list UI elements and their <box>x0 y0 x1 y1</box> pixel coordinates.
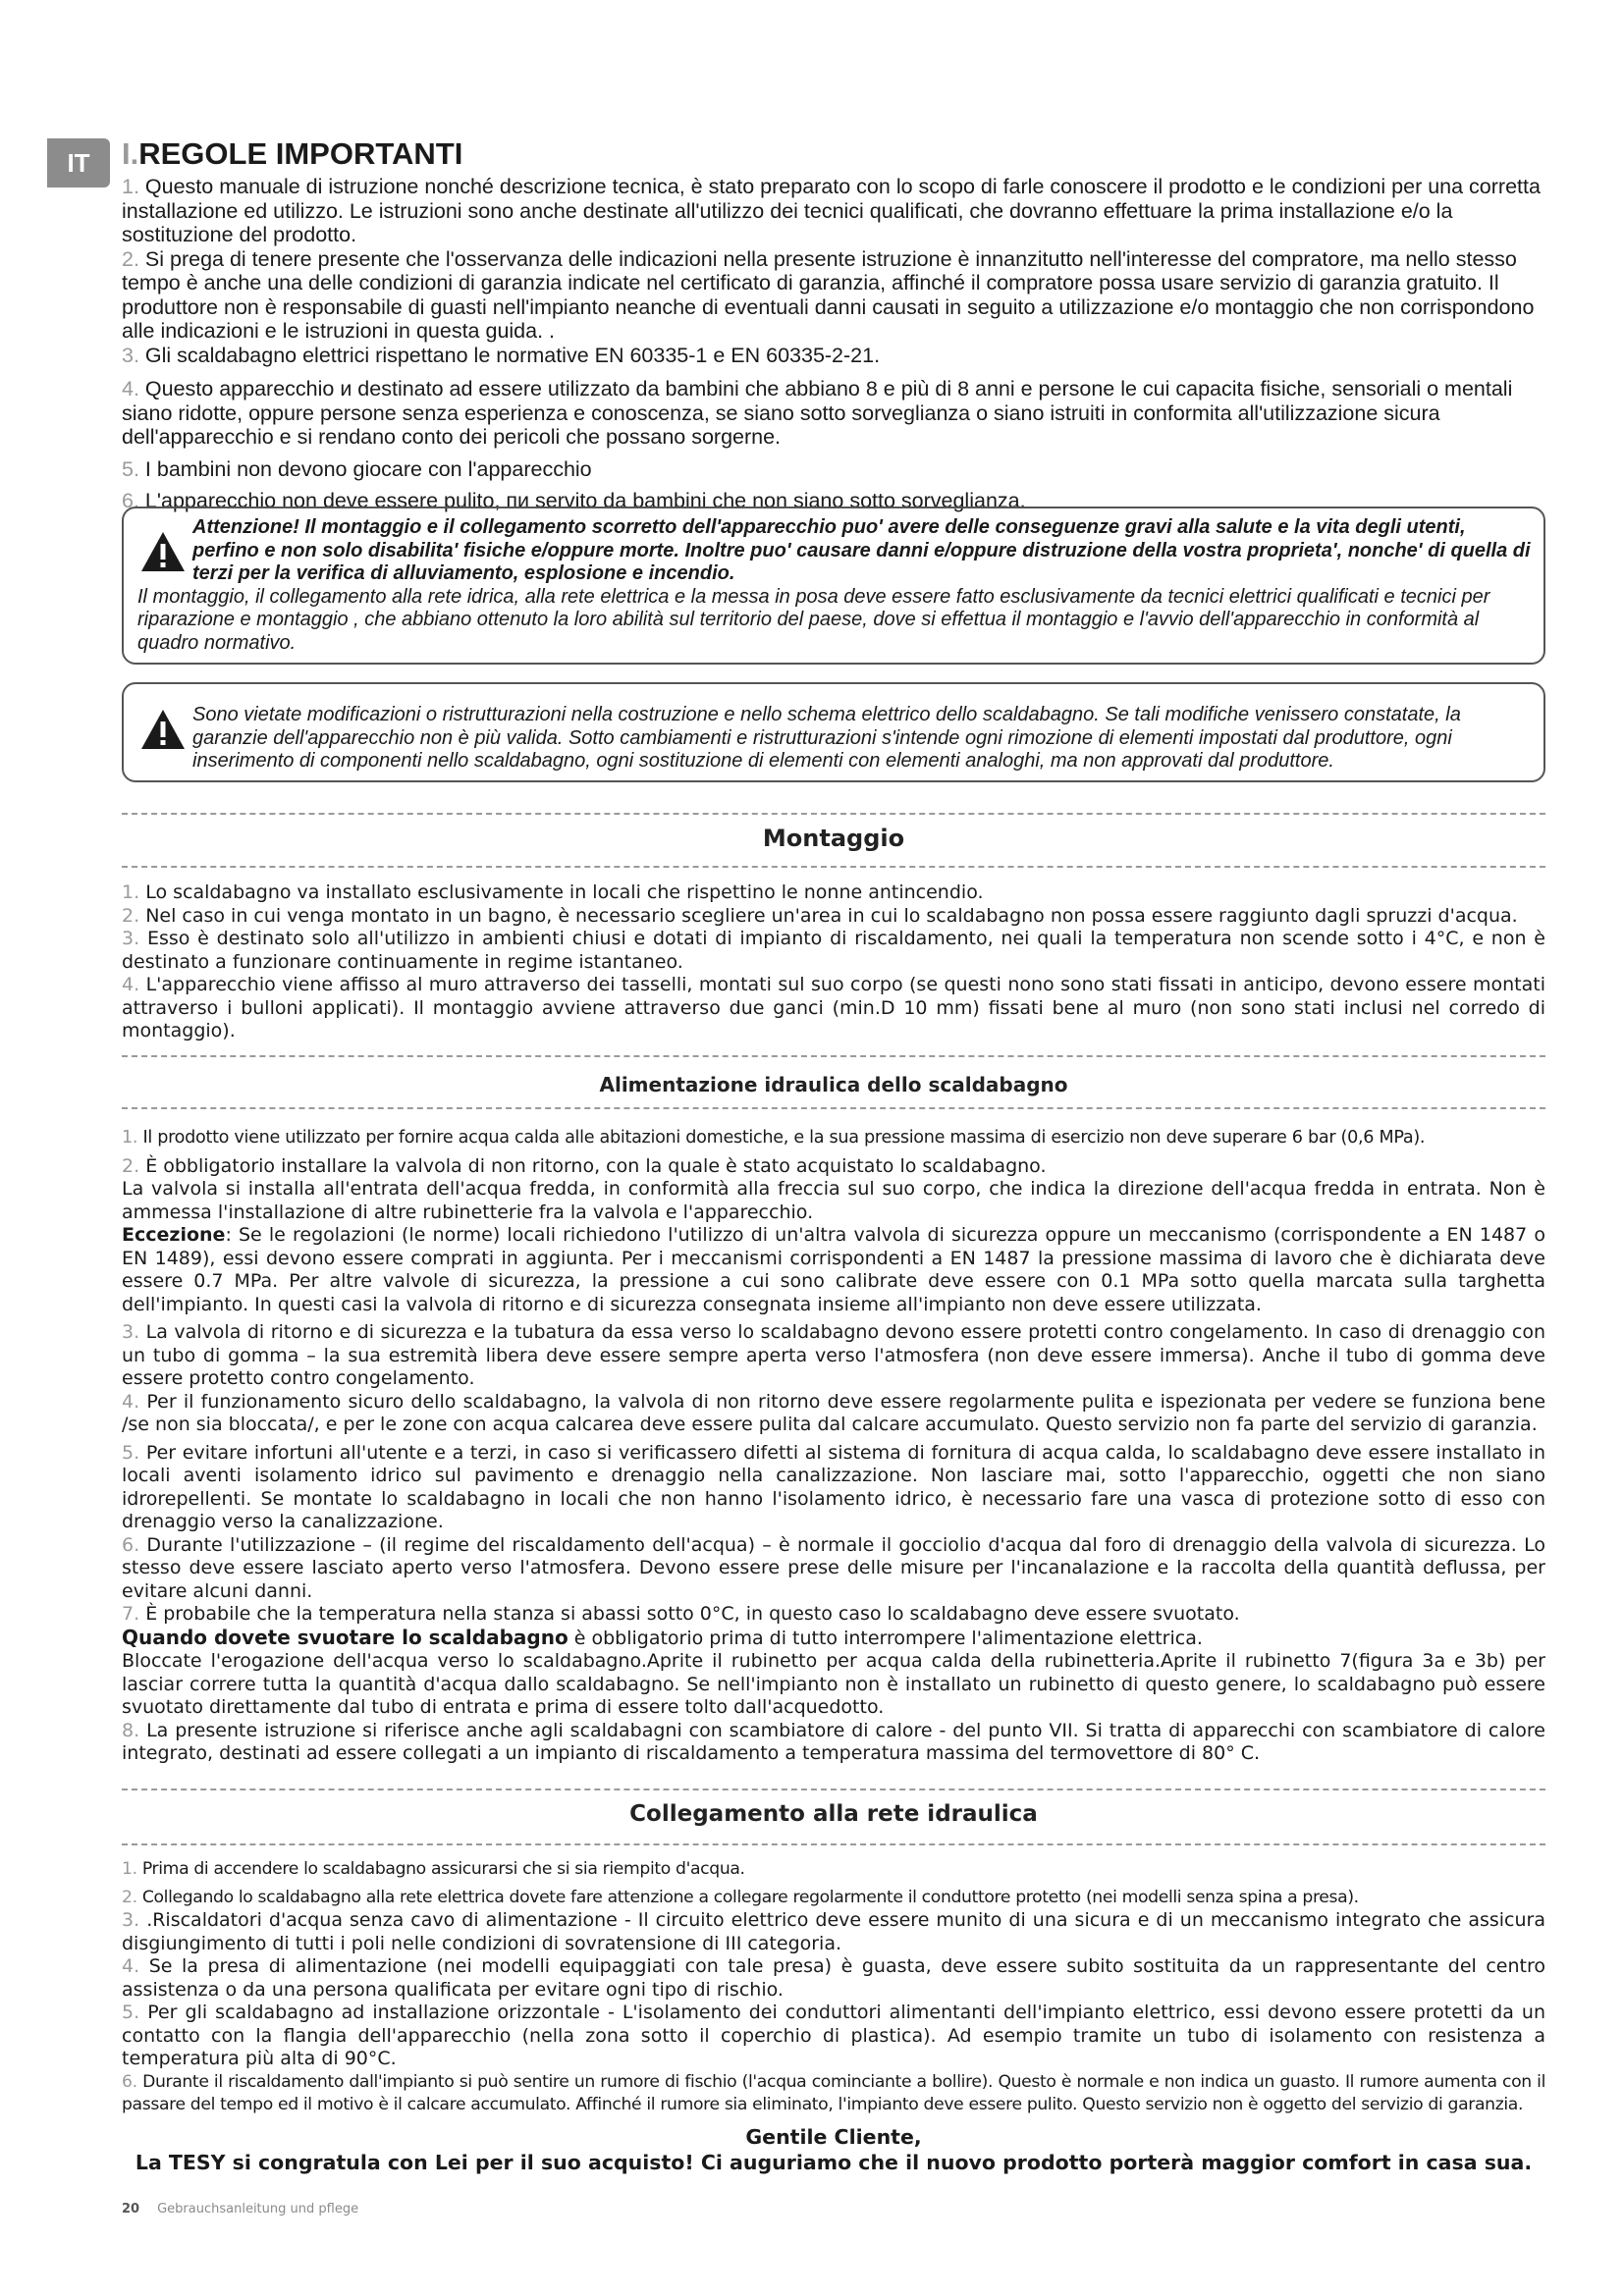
footer-text: Gebrauchsanleitung und pflege <box>157 2202 359 2216</box>
rule-item: 6. L'apparecchio non deve essere pulito, пи servito da bambini che non siano sotto sorveglianza. <box>122 489 1026 512</box>
section-important-rules <box>122 135 1545 518</box>
divider <box>122 1843 1545 1845</box>
collegamento-item: 3. .Riscaldatori d'acqua senza cavo di alimentazione - Il circuito elettrico deve essere munito di una sicura e di un meccanismo integrato che assicura disgiungimento di tutti i poli nelle condizioni di sovratensione di III categoria. <box>122 1909 1545 1954</box>
important-rules-list <box>122 175 1545 513</box>
warning-box-installation <box>122 507 1545 665</box>
alimentazione-item: 2. È obbligatorio installare la valvola di non ritorno, con la quale è stato acquistato lo scaldabagno. <box>122 1154 1047 1177</box>
alimentazione-item-cont: La valvola si installa all'entrata dell'acqua fredda, in conformità alla freccia sul suo corpo, che indica la direzione dell'acqua fredda in entrata. Non è ammessa l'installazione di altre rubinetterie fra la valvola e l'apparecchio. <box>122 1178 1545 1223</box>
montaggio-item: 1. Lo scaldabagno va installato esclusivamente in locali che rispettino le nonne antincendio. <box>122 881 984 903</box>
collegamento-item: 5. Per gli scaldabagno ad installazione orizzontale - L'isolamento dei conduttori alimentanti dell'impianto elettrico, essi devono essere protetti da un contatto con la flangia dell'apparecchio (nella zona sotto il coperchio di plastica). Ad esempio tramite un tubo di isolamento con resistenza a temperatura più alta di 90°C. <box>122 2002 1545 2069</box>
rule-item: 3. Gli scaldabagno elettrici rispettano le normative EN 60335-1 e EN 60335-2-21. <box>122 343 881 367</box>
closing-congratulations: La TESY si congratula con Lei per il suo acquisto! Ci auguriamo che il nuovo prodotto porterà maggior comfort in casa sua. <box>135 2151 1533 2174</box>
divider <box>122 813 1545 815</box>
closing-message <box>122 2124 1545 2175</box>
warning-triangle-icon <box>139 708 187 751</box>
collegamento-item: 1. Prima di accendere lo scaldabagno assicurarsi che si sia riempito d'acqua. <box>122 1859 745 1879</box>
page-number: 20 <box>122 2202 140 2216</box>
montaggio-list <box>122 881 1545 1043</box>
collegamento-item: 2. Collegando lo scaldabagno alla rete elettrica dovete fare attenzione a collegare regolarmente il conduttore protetto (nei modelli senza spina a presa). <box>122 1887 1359 1907</box>
alimentazione-svuotare-cont: Bloccate l'erogazione dell'acqua verso lo scaldabagno.Aprite il rubinetto per acqua calda della rubinetteria.Aprite il rubinetto 7(figura 3a e 3b) per lasciar correre tutta la quantità d'acqua dallo scaldabagno. Se nell'impianto non è installato un rubinetto di questo genere, lo scaldabagno può essere svuotato direttamente dal tubo di entrata e prima di essere tolto dall'acquedotto. <box>122 1650 1545 1718</box>
alimentazione-item: 8. La presente istruzione si riferisce anche agli scaldabagni con scambiatore di calore - del punto VII. Si tratta di apparecchi con scambiatore di calore integrato, destinati ad essere collegati a un impianto di riscaldamento a temperatura massima del termovettore di 80° C. <box>122 1719 1545 1764</box>
warning-bold-text: Attenzione! Il montaggio e il collegamento scorretto dell'apparecchio puo' avere delle conseguenze gravi alla salute e la vita degli utenti, perfino e non solo disabilita' fisiche e/oppure morte. Inoltre puo' causare danni e/oppure distruzione della vostra proprieta', nonche' di quella di terzi per la verifica di alluviamento, esplosione e incendio. <box>192 516 1531 584</box>
alimentazione-item: 7. È probabile che la temperatura nella stanza si abassi sotto 0°C, in questo caso lo scaldabagno deve essere svuotato. <box>122 1603 1240 1625</box>
montaggio-item: 4. L'apparecchio viene affisso al muro attraverso dei tasselli, montati sul suo corpo (se questi nono sono stati fissati in anticipo, devono essere montati attraverso i bulloni applicati). Il montaggio avviene attraverso due ganci (min.D 10 mm) fissati bene al muro (non sono stati inclusi nel corredo di montaggio). <box>122 974 1545 1041</box>
page-footer <box>122 2202 358 2216</box>
closing-greeting: Gentile Cliente, <box>745 2125 922 2149</box>
rule-item: 4. Questo apparecchio и destinato ad essere utilizzato da bambini che abbiano 8 e più di 8 anni e persone le cui capacita fisiche, sensoriali o mentali siano ridotte, oppure persone senza esperienza e conoscenza, se siano sotto sorveglianza o siano istruiti in conformita all'utilizzazione sicura dell'apparecchio e si rendano conto dei pericoli che possano sorgerne. <box>122 377 1513 449</box>
alimentazione-item: 3. La valvola di ritorno e di sicurezza e la tubatura da essa verso lo scaldabagno devono essere protetti contro congelamento. In caso di drenaggio con un tubo di gomma – la sua estremità libera deve essere sempre aperta verso l'atmosfera (non deve essere immersa). Anche il tubo di gomma deve essere protetto contro congelamento. <box>122 1321 1546 1389</box>
alimentazione-item: 6. Durante l'utilizzazione – (il regime del riscaldamento dell'acqua) – è normale il gocciolio d'acqua dal foro di drenaggio della valvola di sicurezza. Lo stesso deve essere lasciato aperto verso l'atmosfera. Devono essere prese delle misure per l'incanalazione e la raccolta della quantità deflussa, per evitare alcuni danni. <box>122 1533 1545 1602</box>
warning-triangle-icon <box>139 530 187 573</box>
alimentazione-item: 5. Per evitare infortuni all'utente e a terzi, in caso si verificassero difetti al sistema di fornitura di acqua calda, lo scaldabagno deve essere installato in locali aventi isolamento idrico sul pavimento e drenaggio nella canalizzazione. Non lasciare mai, sotto l'apparecchio, oggetti che non siano idrorepellenti. Se montate lo scaldabagno in locali che non hanno l'isolamento idrico, è necessario fare una vasca di protezione sotto di esso con drenaggio verso la canalizzazione. <box>122 1441 1545 1532</box>
alimentazione-svuotare: Quando dovete svuotare lo scaldabagno è obbligatorio prima di tutto interrompere l'alimentazione elettrica. <box>122 1625 1203 1649</box>
warning-modifications-text: Sono vietate modificazioni o ristrutturazioni nella costruzione e nello schema elettrico dello scaldabagno. Se tali modifiche venissero constatate, la garanzie dell'apparecchio non è più valida. Sotto cambiamenti e ristrutturazioni s'intende ogni rimozione di elementi impostati dal produttore, ogni inserimento di componenti nello scaldabagno, ogni sostituzione di elementi con elementi analoghi, ma non approvati dal produttore. <box>192 704 1461 772</box>
section-title: I.REGOLE IMPORTANTI <box>122 136 463 171</box>
montaggio-item: 2. Nel caso in cui venga montato in un bagno, è necessario scegliere un'area in cui lo scaldabagno non possa essere raggiunto dagli spruzzi d'acqua. <box>122 904 1518 927</box>
alimentazione-list <box>122 1127 1545 1766</box>
heading-montaggio: Montaggio <box>762 825 905 852</box>
divider <box>122 1107 1545 1109</box>
alimentazione-item: 4. Per il funzionamento sicuro dello scaldabagno, la valvola di non ritorno deve essere regolarmente pulita e ispezionata per vedere se funziona bene /se non sia bloccata/, e per le zone con acqua calcarea deve essere pulita dal calcare accumulato. Questo servizio non fa parte del servizio di garanzia. <box>122 1390 1546 1435</box>
heading-collegamento: Collegamento alla rete idraulica <box>629 1801 1038 1827</box>
divider <box>122 1789 1545 1790</box>
rule-item: 1. Questo manuale di istruzione nonché descrizione tecnica, è stato preparato con lo scopo di farle conoscere il prodotto e le condizioni per una corretta installazione ed utilizzo. Le istruzioni sono anche destinate all'utilizzo dei tecnici qualificati, che dovranno effettuare la prima installazione e/o la sostituzione del prodotto. <box>122 175 1541 246</box>
collegamento-list <box>122 1858 1545 2117</box>
montaggio-item: 3. Esso è destinato solo all'utilizzo in ambienti chiusi e dotati di impianto di riscaldamento, nei quali la temperatura non scende sotto i 4°C, e non è destinato a funzionare continuamente in regime istantaneo. <box>122 928 1545 973</box>
heading-alimentazione: Alimentazione idraulica dello scaldabagno <box>599 1073 1068 1096</box>
alimentazione-eccezione: Eccezione: Se le regolazioni (le norme) locali richiedono l'utilizzo di un'altra valvola di sicurezza oppure un meccanismo (corrispondente a EN 1487 o EN 1489), essi devono essere comprati in aggiunta. Per i meccanismi corrispondenti a EN 1487 la pressione massima di lavoro che è dichiarata deve essere 0.7 MPa. Per altre valvole di sicurezza, la pressione a cui sono calibrate deve essere con 0.1 MPa sotto quella marcata sulla targhetta dell'impianto. In questi casi la valvola di ritorno e di sicurezza consegnata insieme all'impianto non deve essere utilizzata. <box>122 1224 1545 1315</box>
warning-box-modifications <box>122 682 1545 782</box>
divider <box>122 866 1545 868</box>
rule-item: 5. I bambini non devono giocare con l'apparecchio <box>122 456 592 481</box>
collegamento-item: 6. Durante il riscaldamento dall'impianto si può sentire un rumore di fischio (l'acqua cominciante a bollire). Questo è normale e non indica un guasto. Il rumore aumenta con il passare del tempo ed il motivo è il calcare accumulato. Affinché il rumore sia eliminato, l'impianto deve essere pulito. Questo servizio non è oggetto del servizio di garanzia. <box>122 2071 1545 2114</box>
divider <box>122 1055 1545 1057</box>
alimentazione-item: 1. Il prodotto viene utilizzato per fornire acqua calda alle abitazioni domestiche, e la sua pressione massima di esercizio non deve superare 6 bar (0,6 MPa). <box>122 1128 1426 1148</box>
language-tab: IT <box>47 138 110 187</box>
warning-normal-text: Il montaggio, il collegamento alla rete idrica, alla rete elettrica e la messa in posa deve essere fatto esclusivamente da tecnici elettrici qualificati e tecnici per riparazione e montaggio , che abbiano ottenuto la loro abilità sul territorio del paese, dove si effettua il montaggio e l'avvio dell'apparecchio in conformità al quadro normativo. <box>137 585 1490 654</box>
collegamento-item: 4. Se la presa di alimentazione (nei modelli equipaggiati con tale presa) è guasta, deve essere subito sostituita da un rappresentante del centro assistenza o da una persona qualificata per evitare ogni tipo di rischio. <box>122 1955 1545 2001</box>
rule-item: 2. Si prega di tenere presente che l'osservanza delle indicazioni nella presente istruzione è innanzitutto nell'interesse del compratore, ma nello stesso tempo è anche una delle condizioni di garanzia indicate nel certificato di garanzia, affinché il compratore possa usare servizio di garanzia gratuito. Il produttore non è responsabile di guasti nell'impianto neanche di eventuali danni causati in seguito a utilizzazione e/o montaggio che non corrispondono alle indicazioni e le istruzioni in questa guida. . <box>122 246 1535 343</box>
